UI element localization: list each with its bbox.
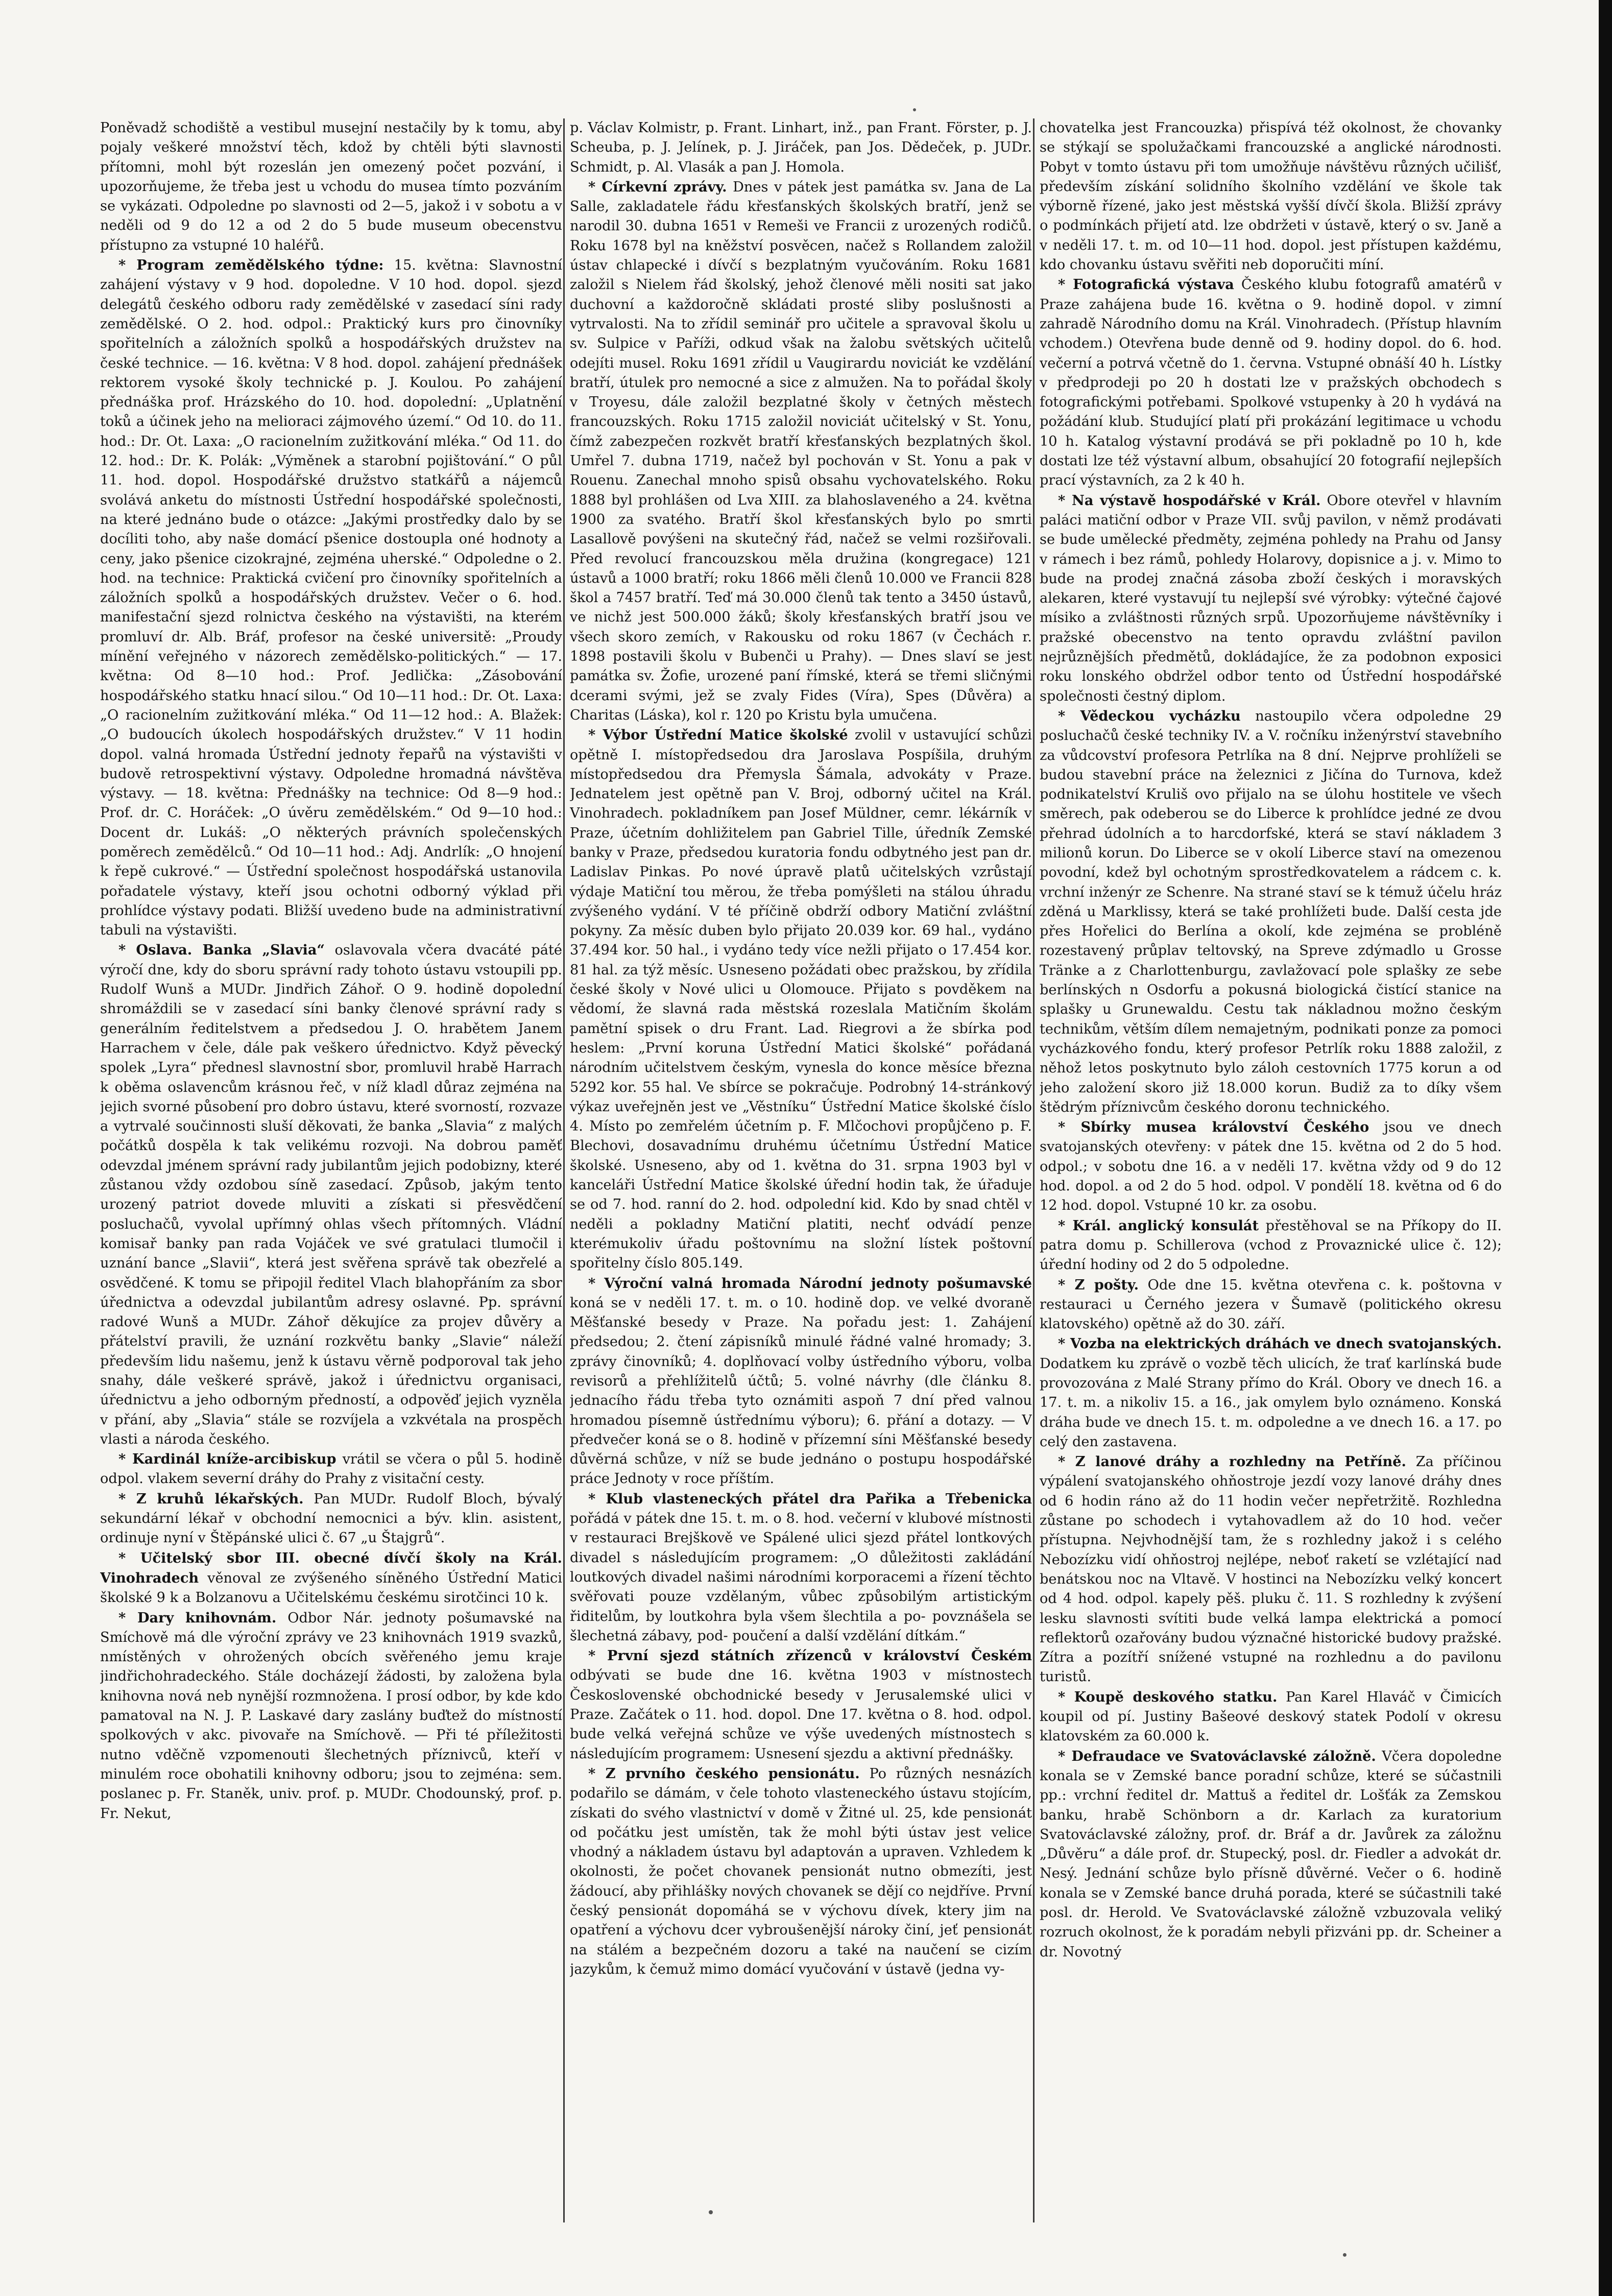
article-paragraph <box>100 1548 562 1608</box>
article-paragraph <box>100 1489 562 1548</box>
column-rule <box>1033 118 1034 2222</box>
article-heading: * První sjezd státních zřízenců v království Českém <box>588 1647 1032 1664</box>
article-text: zvolil v ustavující schůzi opětně I. místopředsedou dra Jaroslava Pospíšila, druhým místopředsedou dra Přemysla Šámala, advokáty v Praze. Jednatelem jest opětně pan V. Broj, odborný učitel na Král. Vinohradech. pokladníkem pan Josef Müldner, cemr. lékárník v Praze, účetním dohližitelem pan Gabriel Tille, úředník Zemské banky v Praze, předsedou kuratoria fondu odbytného jest pan dr. Ladislav Pinkas. Po nové úpravě platů učitelských vzrůstají výdaje Matiční tou měrou, že třeba pomýšleti na stálou úhradu zvýšeného vydání. V té příčině obdrží odbory Matiční zvláštní pokyny. Za měsíc duben bylo přijato 20.039 kor. 69 hal., vydáno 37.494 kor. 50 hal., i vydáno tedy více nežli přijato o 17.454 kor. 81 hal. za týž měsíc. Usneseno požádati obec pražskou, by zřídila české školy v Nové ulici u Olomouce. Přijato s povděkem na vědomí, že slavná rada městská rozeslala Matičním školám pamětní spisek o dru Frant. Lad. Riegrovi a že sbírka pod heslem: „První koruna Ústřední Matici školské“ pořádaná národním učitelstvem českým, vynesla do konce měsíce března 5292 kor. 55 hal. Ve sbírce se pokračuje. Podrobný 14-stránkový výkaz uveřejněn jest ve „Věstníku“ Ústřední Matice školské číslo 4. Místo po zemřelém účetním p. F. Mlčochovi propůjčeno p. F. Blechovi, dosavadnímu druhému účetnímu Ústřední Matice školské. Usneseno, aby od 1. května do 31. srpna 1903 byl v kanceláři Ústřední Matice školské úřední hodin tak, že úřaduje se od 7. hod. ranní do 2. hod. odpolední kid. Kdo by snad chtěl v neděli a pokladny Matiční platiti, nechť odvádí penze kterémukoliv úřadu poštovnímu na složní lístek poštovní spořitelny číslo 805.149. <box>570 727 1032 1272</box>
article-heading: * Fotografická výstava <box>1058 276 1234 293</box>
article-paragraph <box>100 1608 562 1824</box>
article-text: Poněvadž schodiště a vestibul musejní nestačily by k tomu, aby pojaly veškeré množství těch, kdož by chtěli býti slavnosti přítomni, mohl být rozeslán jen omezený počet pozvání, i upozorňujeme, že třeba jest u vchodu do musea tímto pozváním se vykázati. Odpoledne po slavnosti od 2—5, jakož i v sobotu a v neděli od 9 do 12 a od 2 do 5 bude museum obecenstvu přístupno za vstupné 10 haléřů. <box>100 120 562 253</box>
scan-speck <box>1343 2253 1346 2257</box>
article-text: Dnes v pátek jest památka sv. Jana de La Salle, zakladatele řádu křesťanských školských bratří, jenž se narodil 30. dubna 1651 v Remeši ve Francii z urozených rodičů. Roku 1678 byl na kněžství posvěcen, načež s Rollandem založil ústav chlapecké i dívčí s bezplatným vyučováním. Roku 1681 založil s Nielem řád školský, jehož členové měli nositi sat jako duchovní a každoročně skládati prosté sliby poslušnosti a vytrvalosti. Na to zřídil seminář pro učitele a spravoval školu u sv. Sulpice v Paříži, odkud však na žalobu světských učitelů odejíti musel. Roku 1691 zřídil u Vaugirardu noviciát ke vzdělání bratří, útulek pro nemocné a sice z almužen. Na to pořádal školy v Troyesu, dále založil bezplatné školy v četných městech francouzských. Roku 1715 založil noviciát učitelský v St. Yonu, čímž zabezpečen rozkvět bratří křesťanských bezplatných škol. Umřel 7. dubna 1719, načež byl pochován v St. Yonu a pak v Rouenu. Zanechal mnoho spisů obsahu vychovatelského. Roku 1888 byl prohlášen od Lva XIII. za blahoslaveného a 24. května 1900 za svatého. Bratří škol křesťanských bylo po smrti Lasallově povýšeni na skutečný řád, načež se velmi rozšiřovali. Před revolucí francouzskou měla družina (kongregace) 121 ústavů a 1000 bratří; roku 1866 měli členů 10.000 ve Francii 828 škol a 7457 bratří. Teď má 30.000 členů tak tento a 3450 ústavů, ve nichž jest 500.000 žáků; školy křesťanských bratří jsou ve všech skoro zemích, v Rakousku od roku 1867 (v Čechách r. 1898 postavili školu v Bubenči u Prahy). — Dnes slaví se jest památka sv. Žofie, urozené paní římské, která se třemi sličnými dcerami svými, jež se zvaly Fides (Víra), Spes (Důvěra) a Charitas (Láska), kol r. 120 po Kristu byla umučena. <box>570 179 1032 723</box>
article-heading: * Vozba na elektrických dráhách ve dnech svatojanských. <box>1058 1335 1502 1352</box>
article-heading: * Defraudace ve Svatováclavské záložně. <box>1058 1748 1376 1764</box>
text-column-right <box>1040 118 1502 2222</box>
article-text: chovatelka jest Francouzka) přispívá též okolnost, že chovanky se stýkají se spolužačkami francouzské a anglické národnosti. Pobyt v tomto ústavu při tom umožňuje návštěvu různých učilišť, především získání solidního školního vzdělání ve škole tak výborně řízené, jako jest městská vyšší dívčí škola. Bližší zprávy o podmínkách přijetí atd. lze obdržeti v ústavě, který o sv. Janě a v neděli 17. t. m. od 10—11 hod. dopol. jest přístupen každému, kdo chovanku ústavu svěřiti neb doporučiti míní. <box>1040 120 1502 273</box>
article-paragraph <box>1040 1216 1502 1275</box>
article-text: věnoval ze zvýšeného síněného Ústřední Matici školské 9 k a Bolzanovu a Učitelskému českému sirotčinci 10 k. <box>100 1570 562 1606</box>
article-paragraph <box>1040 706 1502 1117</box>
article-continuation <box>1040 118 1502 275</box>
article-text: jsou ve dnech svatojanských otevřeny: v pátek dne 15. května od 2 do 5 hod. odpol.; v sobotu dne 16. a v neděli 17. května vždy od 9 do 12 hod. dopol. a od 2 do 5 hod. odpol. V pondělí 18. května od 6 do 12 hod. dopol. Vstupné 10 kr. za osobu. <box>1040 1119 1502 1214</box>
article-paragraph <box>100 255 562 940</box>
article-heading: * Církevní zprávy. <box>588 178 727 195</box>
article-paragraph <box>1040 1275 1502 1334</box>
article-heading: * Král. anglický konsulát <box>1058 1217 1259 1234</box>
article-text: Pan Karel Hlaváč v Čimicích koupil od pí. Justiny Bašeové deskový statek Podolí v okresu klatovském za 60.000 k. <box>1040 1689 1502 1744</box>
article-paragraph <box>1040 275 1502 490</box>
scan-speck <box>709 2210 713 2214</box>
article-text: 15. května: Slavnostní zahájení výstavy v 9 hod. dopoledne. V 10 hod. dopol. sjezd delegátů českého odboru rady zemědělské v zasedací síni rady zemědělské. O 2. hod. odpol.: Praktický kurs pro činovníky spořitelních a záložních spolků a hospodářských družstev na české technice. — 16. května: V 8 hod. dopol. zahájení přednášek rektorem vysoké školy technické p. J. Koulou. Po zahájení přednáška prof. Hrázského do 10. hod. dopolední: „Uplatnění toků a účinek jeho na melioraci zájmového území.“ Od 10. do 11. hod.: Dr. Ot. Laxa: „O racionelním zužitkování mléka.“ Od 11. do 12. hod.: Dr. K. Polák: „Výměnek a starobní pojištování.“ O půl 11. hod. dopol. Hospodářské družstvo statkářů a nájemců svolává anketu do místnosti Ústřední hospodářské společnosti, na které jednáno bude o otázce: „Jakými prostředky dalo by se docíliti toho, aby naše domácí pšenice dostoupla oné hodnoty a ceny, jako pšenice cizokrajné, zejména uherské.“ Odpoledne o 2. hod. na technice: Praktická cvičení pro činovníky spořitelních a záložních spolků a hospodářských družstev. Večer o 6. hod. manifestační sjezd rolnictva českého na výstavišti, na kterém promluví dr. Alb. Bráf, profesor na české universitě: „Proudy mínění veřejného v názorech zemědělsko-politických.“ — 17. května: Od 8—10 hod.: Prof. Jedlička: „Zásobování hospodářského statku hnací silou.“ Od 10—11 hod.: Dr. Ot. Laxa: „O racionelním zužitkování mléka.“ Od 11—12 hod.: A. Blažek: „O budoucích úkolech hospodářských družstev.“ V 11 hodin dopol. valná hromada Ústřední jednoty řepařů na výstavišti v budově retrospektivní výstavy. Odpoledne hromadná návštěva výstavy. — 18. května: Přednášky na technice: Od 8—9 hod.: Prof. dr. C. Horáček: „O úvěru zemědělském.“ Od 9—10 hod.: Docent dr. Lukáš: „O některých právních společenských poměrech zemědělců.“ Od 10—11 hod.: Adj. Andrlík: „O hnojení k řepě cukrové.“ — Ústřední společnost hospodářská ustanovila pořadatele výstavy, kteří jsou ochotni odborný výklad při prohlídce výstavy podati. Bližší uvedeno bude na administrativní tabuli na výstavišti. <box>100 257 562 939</box>
article-heading: * Dary knihovnám. <box>118 1609 277 1626</box>
article-heading: * Kardinál kníže-arcibiskup <box>118 1451 336 1468</box>
article-text: vrátil se včera o půl 5. hodině odpol. vlakem severní dráhy do Prahy z visitační cesty. <box>100 1451 562 1487</box>
article-heading: * Z kruhů lékařských. <box>118 1490 304 1507</box>
article-paragraph <box>570 725 1032 1273</box>
article-continuation <box>100 118 562 255</box>
column-rule <box>563 118 565 2222</box>
article-heading: * Na výstavě hospodářské v Král. <box>1058 492 1321 509</box>
article-text: nastoupilo včera odpoledne 29 posluchačů české techniky IV. a V. ročníku inženýrství stavebního za vůdcovství profesora Petrlíka na 8 dní. Nejprve prohlíželi se budou stavební práce na železnici z Jičína do Turnova, kdež podnikatelství Kruliš ovo přijalo na se úlohu hostitele ve všech směrech, pak odeberou se do Liberce k prohlídce jedné ze dvou přehrad údolních a to harcdorfské, která se staví nákladem 3 milionů korun. Do Liberce se v okolí Liberce staví na omezenou povodní, kdež byl ochotným sprostředkovatelem a rádcem c. k. vrchní inženýr ze Schenre. Na strané staví se k témuž účelu hráz zděná u Marklissy, která se také prohlížeti bude. Další cesta jde přes Hořelici do Berlína a okolí, kde zejména se probléně rozestavený průplav teltovský, na Spreve zdýmadlo u Grosse Tränke a z Charlottenburgu, zavlažovací pole splašky ze sebe berlínských n Osdorfu a pokusná biologická čistící stanice na splašky u Grunewaldu. Cestu tak nákladnou možno českým technikům, větším dílem nemajetným, podnikati ponze za pomoci vycházkového fondu, který profesor Petrlík roku 1888 založil, z něhož letos poskytnuto bylo záloh cestovních 1775 korun a od jeho založení skoro již 18.000 korun. Budiž za to díky všem štědrým příznivcům českého doronu technického. <box>1040 708 1502 1115</box>
article-paragraph <box>570 1489 1032 1646</box>
article-text: Obore otevřel v hlavním paláci matiční odbor v Praze VII. svůj pavilon, v němž prodávati se bude umělecké předměty, zejména pohledy na Prahu od Jansy v rámech i bez rámů, pohledy Holarovy, dopisnice a j. v. Mimo to bude na prodej značná zásoba zboží českých i moravských alekaren, které vystavují tu nejlepší své výrobky: výtečné čajové mísiko a zvláštnosti různých srpů. Upozorňujeme návštěvníky i pražské obecenstvo na tento opravdu zvláštní pavilon nejrůznějších předmětů, dokládajíce, že za podobnon exposici roku lonského obdržel odbor tento od Ústřední hospodářské společnosti čestný diplom. <box>1040 492 1502 704</box>
article-paragraph <box>100 1449 562 1489</box>
article-heading: * Oslava. Banka „Slavia“ <box>118 942 325 959</box>
article-heading: * Koupě deskového statku. <box>1058 1688 1278 1705</box>
article-paragraph <box>570 1274 1032 1489</box>
article-heading: * Učitelský sbor III. obecné dívčí školy na Král. Vinohradech <box>100 1549 562 1586</box>
article-text: oslavovala včera dvacáté páté výročí dne, kdy do sboru správní rady tohoto ústavu vstoupili pp. Rudolf Wunš a MUDr. Jindřich Záhoř. O 9. hodině dopolední shromáždili se v zasedací síni banky členové správní rady s generálním ředitelstvem a předsedou J. O. hrabětem Janem Harrachem v čele, dále pak veškero úřednictvo. Když pěvecký spolek „Lyra“ přednesl slavnostní sbor, promluvil hrabě Harrach k oběma oslavencům krásnou řeč, v níž kladl důraz zejména na jejich svorné působení pro dobro ústavu, které svorností, rozvaze a vytrvalé součinnosti sluší děkovati, že banka „Slavia“ z malých počátků dospěla k tak velikému rozvoji. Na dobrou paměť odevzdal jménem správní rady jubilantům jejich podobizny, které zůstanou vždy ozdobou síně zasedací. Způsob, jakým tento urozený patriot dovede mluviti a získati si přesvědčení posluchačů, vyvolal upřímný ohlas všech přítomných. Vládní komisař banky pan rada Vojáček ve své gratulaci tlumočil i uznání bance „Slavii“, která jest svěřena správě tak obezřelé a osvědčené. K tomu se připojil ředitel Vlach blahopřáním za sbor úřednictva a odevzdal jubilantům adresy oslavné. Pp. správní radové Wunš a MUDr. Záhoř děkujíce za projev důvěry a přátelství pravili, že uznání rozkvětu banky „Slavie“ náleží především lidu našemu, jenž k ústavu věrně podporoval tak jeho snahy, dále veškeré správě, jakož i úřednictvu organisaci, úřednictvu a jeho odborným předností, a odpověď jejich vyzněla v přání, aby „Slavia“ stále se rozvíjela a vzkvétala na prospěch vlasti a národa českého. <box>100 942 562 1447</box>
article-heading: * Z pošty. <box>1058 1276 1139 1293</box>
article-heading: * Klub vlasteneckých přátel dra Pařika a Třebenicka <box>588 1490 1032 1507</box>
article-heading: * Z lanové dráhy a rozhledny na Petříně. <box>1058 1453 1407 1470</box>
article-text: přestěhoval se na Příkopy do II. patra domu p. Schillerova (vchod z Provaznické ulice č. 12); úřední hodiny od 2 do 5 odpoledne. <box>1040 1217 1502 1273</box>
article-paragraph <box>1040 491 1502 706</box>
article-text: Pan MUDr. Rudolf Bloch, bývalý sekundární lékař v obchodní nemocnici a býv. klin. asistent, ordinuje nyní v Štěpánské ulici č. 67 „u Štajgrů“. <box>100 1491 562 1546</box>
article-paragraph <box>570 1764 1032 1979</box>
article-paragraph <box>1040 1747 1502 1962</box>
article-text: Českého klubu fotografů amatérů v Praze zahájena bude 16. května o 9. hodině dopol. v zimní zahradě Národního domu na Král. Vinohradech. (Přístup hlavním vchodem.) Otevřena bude denně od 9. hodiny dopol. do 6. hod. večerní a potrvá včetně do 1. června. Vstupné obnáší 40 h. Lístky v předprodeji po 20 h dostati lze v pražských obchodech s fotografickými potřebami. Spolkové vstupenky à 20 h vydává na požádání klub. Studující platí při prokázání legitimace u vchodu 10 h. Katalog výstavní prodává se při pokladně po 10 h, kde dostati lze též výstavní album, obsahující 20 fotografií nejlepších prací výstavních, za 2 k 40 h. <box>1040 277 1502 489</box>
text-column-left <box>100 118 562 2222</box>
article-heading: * Z prvního českého pensionátu. <box>588 1765 860 1782</box>
article-paragraph <box>100 940 562 1449</box>
article-continuation <box>570 118 1032 177</box>
article-text: Ode dne 15. května otevřena c. k. poštovna v restauraci u Černého jezera v Šumavě (politického okresu klatovského) opětně až do 30. září. <box>1040 1277 1502 1332</box>
text-column-middle <box>570 118 1032 2222</box>
article-text: Včera dopoledne konala se v Zemské bance poradní schůze, které se súčastnili pp.: vrchní ředitel dr. Mattuš a ředitel dr. Lošťák za Zemskou banku, hrabě Schönborn a dr. Karlach za kuratorium Svatováclavské záložny, prof. dr. Bráf a dr. Javůrek za záložnu „Důvěru“ a dále prof. dr. Stupecký, posl. dr. Fiedler a advokát dr. Nesý. Jednání schůze bylo přísně důvěrné. Večer o 6. hodině konala se v Zemské bance druhá porada, které se súčastnili také posl. dr. Herold. Ve Svatováclavské záložně vzbuzovala veliký rozruch okolnost, že k poradám nebyli přizváni pp. dr. Scheiner a dr. Novotný <box>1040 1748 1502 1960</box>
article-paragraph <box>1040 1452 1502 1687</box>
scan-edge-bar <box>1599 0 1612 2296</box>
article-text: p. Václav Kolmistr, p. Frant. Linhart, inž., pan Frant. Förster, p. J. Scheuba, p. J. Jelínek, p. J. Jiráček, pan Jos. Dědeček, p. JUDr. Schmidt, p. Al. Vlasák a pan J. Homola. <box>570 120 1032 175</box>
scan-speck <box>913 108 916 111</box>
article-text: Za příčinou výpálení svatojanského ohňostroje jezdí vozy lanové dráhy dnes od 6 hodin ráno až do 11 hodin večer nepřetržitě. Rozhledna zůstane po schodech i vytahovadlem až do 10 hod. večer přístupna. Nejvhodnější tam, že s rozhledny jakož i s celého Nebozízku vidí ohňostroj nejlépe, neboť raketí se vzlétající nad benátskou noc na Vltavě. V hostinci na Nebozízku velký koncert od 4 hod. odpol. kapely pěš. pluku č. 11. S rozhledny k zvýšení lesku slavnosti svítiti bude velká lampa elektrická a pomocí reflektorů ozařovány budou význačné historické budovy pražské. Zítra a pozítří snížené vstupné na rozhlednu a do pavilonu turistů. <box>1040 1454 1502 1685</box>
article-text: koná se v neděli 17. t. m. o 10. hodině dop. ve velké dvoraně Měšťanské besedy v Praze. Na pořadu jest: 1. Zahájení předsedou; 2. čtení zápisníků minulé řádné valné hromady; 3. zprávy činovníků; 4. doplňovací volby ústředního výboru, volba revisorů a přehlížitelů účtů; 5. volné návrhy (dle článku 8. jednacího řádu třeba tyto oznámiti aspoň 7 dní před valnou hromadou písemně ústřednímu výboru); 6. přání a dotazy. — V předvečer koná se o 8. hodině v přízemní síni Měšťanské besedy důvěrná schůze, v níž se bude jednáno o postupu hospodářské práce Jednoty v roce příštím. <box>570 1295 1032 1487</box>
article-text: odbývati se bude dne 16. května 1903 v místnostech Československé obchodnické besedy v Jerusalemské ulici v Praze. Začátek o 11. hod. dopol. Dne 17. května o 8. hod. odpol. bude velká veřejná schůze ve výše uvedených místnostech s následujícím programem: Usnesení sjezdu a aktivní přednášky. <box>570 1667 1032 1762</box>
article-heading: * Vědeckou vycházku <box>1058 707 1241 724</box>
article-heading: * Program zemědělského týdne: <box>118 257 384 274</box>
article-text: pořádá v pátek dne 15. t. m. o 8. hod. večerní v klubové místnosti v restauraci Brejškově ve Spálené ulici sjezd přátel lontkových divadel s následujícím programem: „O důležitosti zakládání loutkových divadel našimi národními korporacemi a řízení těchto svěřovati pouze vzdělaným, vůbec způsobilým artistickým řiditelům, by loutkohra byla všem šlechtila a po- povznášela se šlechetná zábavy, pod- poučení a další vzdělání dítkám.“ <box>570 1511 1032 1644</box>
article-paragraph <box>570 177 1032 725</box>
article-paragraph <box>570 1646 1032 1764</box>
article-text: Po různých nesnázích podařilo se dámám, v čele tohoto vlasteneckého ústavu stojícím, získati do svého vlastnictví v domě v Žitné ul. 25, kde pensionát od počátku jest umístěn, tak že mohl býti ústav jest velice vhodný a nákladem ústavu byl adaptován a upraven. Vzhledem k okolnosti, že počet chovanek pensionát nutno obmezíti, jest žádoucí, aby přihlášky nových chovanek se dějí co nejdříve. První český pensionát dopomáhá se v výchovu dívek, ktery jim na opatření a výchovu dcer vybroušenější nároky činí, jeť pensionát na stálém a bezpečném dozoru a také na naučení se cizím jazykům, k čemuž mimo domácí vyučování v ústavě (jedna vy- <box>570 1765 1032 1977</box>
article-paragraph <box>1040 1334 1502 1452</box>
article-text: Dodatkem ku zprávě o vozbě těch ulicích, že trať karlínská bude provozována z Malé Strany přímo do Král. Obory ve dnech 16. a 17. t. m. a nikoliv 15. a 16., jak omylem bylo oznámeno. Konská dráha bude ve dnech 15. t. m. odpoledne a ve dnech 16. a 17. po celý den zastavena. <box>1040 1355 1502 1450</box>
article-paragraph <box>1040 1117 1502 1215</box>
article-heading: * Výroční valná hromada Národní jednoty pošumavské <box>588 1275 1032 1292</box>
article-heading: * Sbírky musea království Českého <box>1058 1119 1369 1136</box>
article-text: Odbor Nár. jednoty pošumavské na Smíchově má dle výroční zprávy ve 23 knihovnách 1919 svazků, nmístěných v ohrožených obcích svěřeného jemu kraje jindřichohradeckého. Stále docházejí žádosti, by založena byla knihovna nová neb nynější rozmnožena. I prosí odbor, by kde kdo pamatoval na N. J. P. Laskavé dary zaslány buďtež do místností spolkových v akc. pivovaře na Smíchově. — Při té příležitosti nutno vděčně vzpomenouti šlechetných příznivců, kteří v minulém roce obohatili knihovny odboru; jsou to zejména: sem. poslanec p. Fr. Staněk, univ. prof. p. MUDr. Chodounský, prof. p. Fr. Nekut, <box>100 1610 562 1822</box>
article-paragraph <box>1040 1687 1502 1747</box>
article-heading: * Výbor Ústřední Matice školské <box>588 727 848 744</box>
